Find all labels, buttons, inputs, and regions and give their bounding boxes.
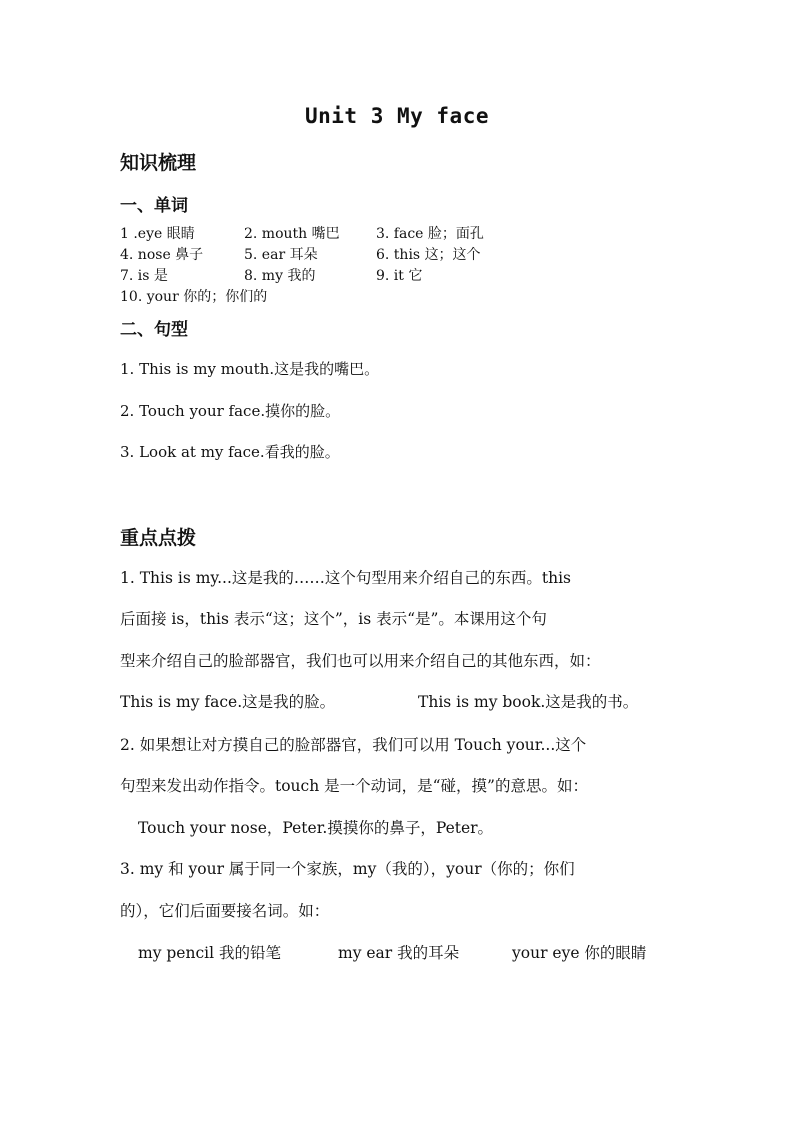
section-heading-keypoints: 重点点拨	[120, 527, 197, 549]
sentence-item: 2. Touch your face.摸你的脸。	[120, 402, 341, 420]
page-title: Unit 3 My face	[304, 104, 489, 128]
keypoint-line: 3. my 和 your 属于同一个家族，my（我的），your（你的；你们	[120, 860, 575, 878]
keypoint-example: your eye 你的眼睛	[512, 944, 647, 962]
section-heading-knowledge: 知识梳理	[120, 152, 197, 174]
keypoint-line: 2. 如果想让对方摸自己的脸部器官，我们可以用 Touch your...这个	[120, 736, 587, 754]
section-heading-words: 一、单词	[120, 196, 188, 216]
keypoint-example: This is my face.这是我的脸。	[120, 693, 336, 711]
keypoint-example: Touch your nose，Peter.摸摸你的鼻子，Peter。	[138, 819, 494, 837]
keypoint-line: 句型来发出动作指令。touch 是一个动词，是“碰，摸”的意思。如：	[120, 777, 588, 795]
keypoint-line: 1. This is my...这是我的……这个句型用来介绍自己的东西。this	[120, 569, 572, 587]
section-heading-sentences: 二、句型	[120, 320, 188, 340]
word-item: 1 .eye 眼睛	[120, 226, 195, 242]
keypoint-line: 后面接 is，this 表示“这；这个”，is 表示“是”。本课用这个句	[120, 610, 547, 628]
keypoint-line: 的），它们后面要接名词。如：	[120, 902, 330, 920]
keypoint-line: 型来介绍自己的脸部器官，我们也可以用来介绍自己的其他东西，如：	[120, 652, 601, 670]
word-item: 10. your 你的；你们的	[120, 289, 268, 305]
word-item: 2. mouth 嘴巴	[244, 226, 340, 242]
keypoint-example: This is my book.这是我的书。	[418, 693, 639, 711]
word-item: 4. nose 鼻子	[120, 247, 204, 263]
word-item: 5. ear 耳朵	[244, 247, 318, 263]
word-item: 8. my 我的	[244, 268, 316, 284]
keypoint-example: my ear 我的耳朵	[338, 944, 460, 962]
keypoint-example: my pencil 我的铅笔	[138, 944, 281, 962]
sentence-item: 1. This is my mouth.这是我的嘴巴。	[120, 360, 380, 378]
word-item: 7. is 是	[120, 268, 168, 284]
sentence-item: 3. Look at my face.看我的脸。	[120, 443, 340, 461]
word-item: 9. it 它	[376, 268, 423, 284]
word-item: 6. this 这；这个	[376, 247, 481, 263]
word-item: 3. face 脸；面孔	[376, 226, 484, 242]
